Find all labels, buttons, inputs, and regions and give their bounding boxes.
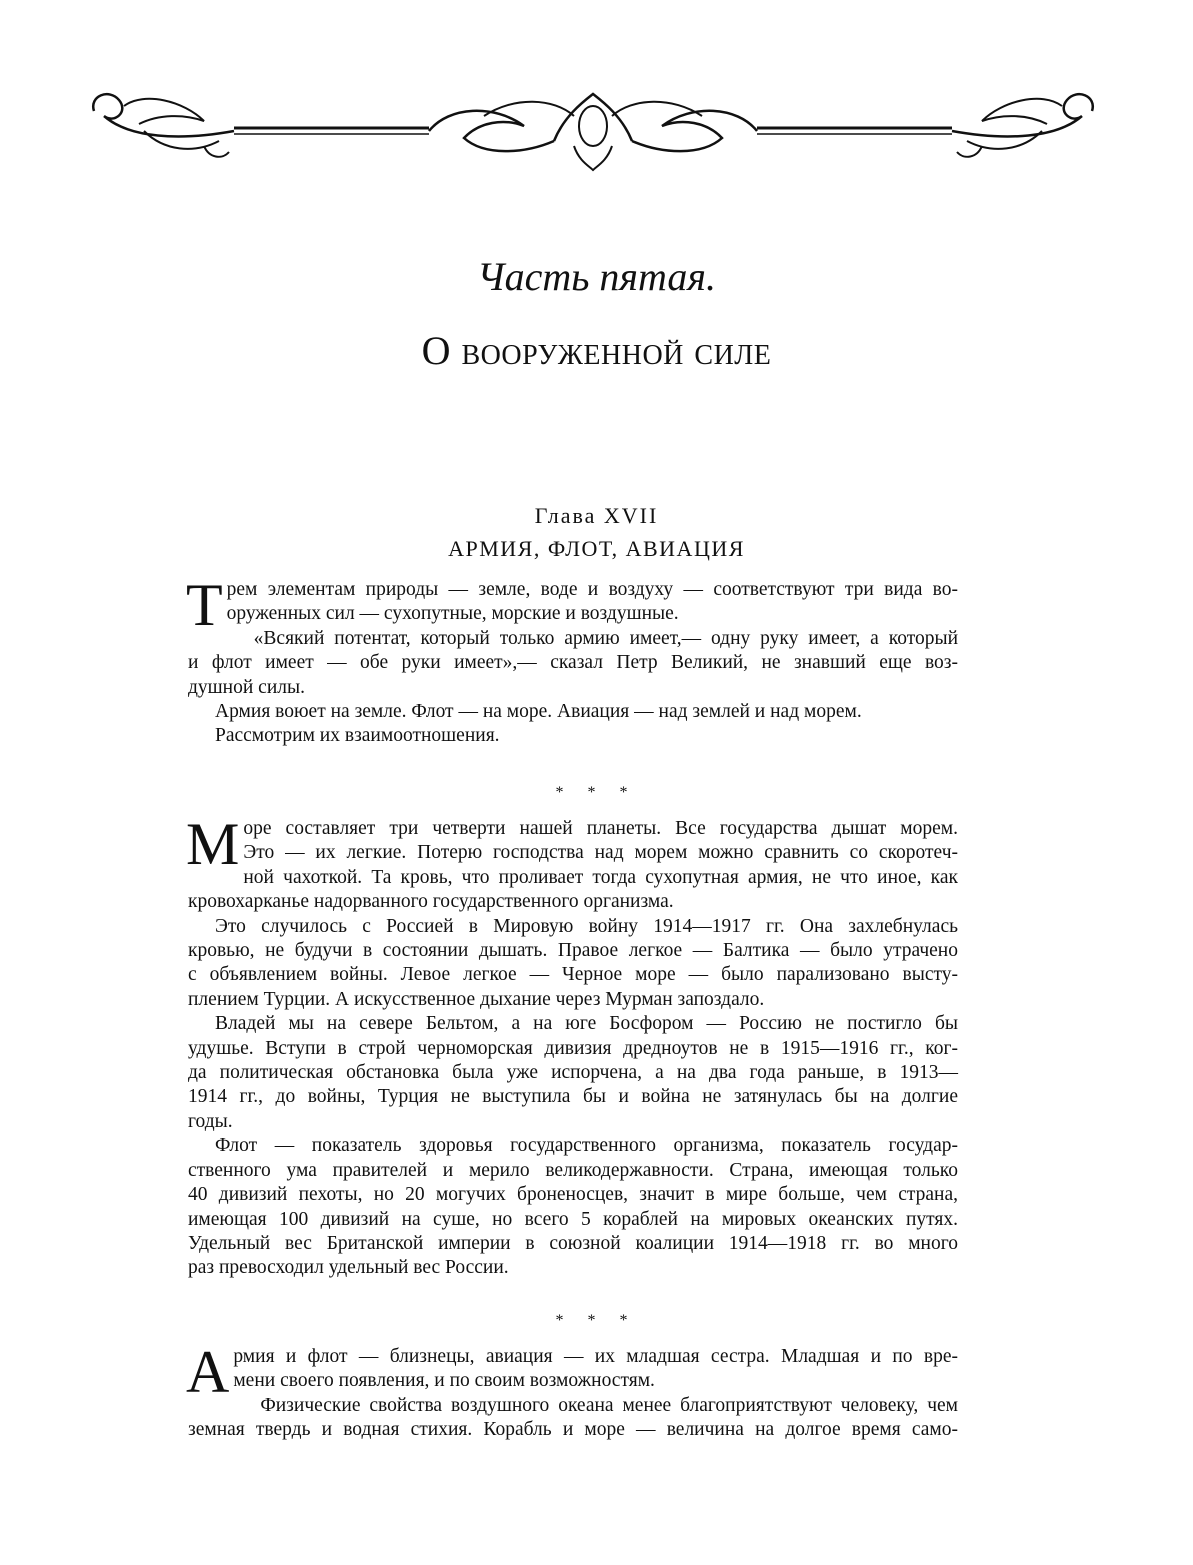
text-line: с объявлением войны. Левое легкое — Черное море — было парализовано высту- [188,964,958,986]
drop-cap: А [186,1339,230,1405]
text-line: Флот — показатель здоровья государственного организма, показатель государ- [215,1135,958,1157]
text-line: 40 дивизий пехоты, но 20 могучих броненосцев, значит в мире больше, чем страна, [188,1184,958,1206]
text-line: годы. [188,1110,233,1132]
text-line: раз превосходил удельный вес России. [188,1257,509,1279]
text-line: Физические свойства воздушного океана менее благоприятствуют человеку, чем [260,1394,958,1416]
text-line: душной силы. [188,676,305,698]
text-line: ной чахоткой. Та кровь, что проливает тогда сухопутная армия, не что иное, как [243,866,958,888]
text-line: Удельный вес Британской империи в союзной коалиции 1914—1918 гг. во много [188,1232,958,1254]
drop-cap: М [186,811,240,877]
section-separator: * * * [555,784,638,801]
decorative-ornament [84,86,1102,176]
text-line: оре составляет три четверти нашей планеты. Все государства дышат морем. [243,818,958,839]
text-line: оруженных сил — сухопутные, морские и воздушные. [226,603,679,625]
text-line: имеющая 100 дивизий на суше, но всего 5 кораблей на мировых океанских путях. [188,1208,958,1230]
chapter-title: АРМИЯ, ФЛОТ, АВИАЦИЯ [448,536,745,561]
part-title: Часть пятая. [477,254,716,299]
text-line: кровохарканье надорванного государственного организма. [188,891,674,913]
text-line: да политическая обстановка была уже испорчена, а на два года раньше, в 1913— [188,1062,958,1084]
text-line: кровью, не будучи в состоянии дышать. Правое легкое — Балтика — было утрачено [188,940,958,962]
text-line: удушье. Вступи в строй черноморская дивизия дредноутов не в 1915—1916 гг., ког- [188,1037,958,1059]
text-line: плением Турции. А искусственное дыхание через Мурман запоздало. [188,988,765,1010]
section-1-text [186,572,958,749]
section-1 [186,572,958,749]
text-line: «Всякий потентат, который только армию имеет,— одну руку имеет, а который [253,627,958,649]
text-line: ственного ума правителей и мерило великодержавности. Страна, имеющая только [188,1159,958,1181]
section-2-text [186,811,958,1281]
text-line: Это случилось с Россией в Мировую войну 1914—1917 гг. Она захлебнулась [215,915,958,937]
text-line: Владей мы на севере Бельтом, а на юге Босфором — Россию не постигло бы [215,1013,958,1035]
section-3-text [186,1339,958,1443]
section-2 [186,811,958,1281]
text-line: земная твердь и водная стихия. Корабль и море — величина на долгое время само- [188,1419,958,1441]
text-line: Рассмотрим их взаимоотношения. [215,725,500,747]
text-line: Армия воюет на земле. Флот — на море. Авиация — над землей и над морем. [215,701,862,723]
chapter-label: Глава XVII [534,503,659,528]
drop-cap: Т [186,572,223,638]
text-line: Это — их легкие. Потерю господства над морем можно сравнить со скоротеч- [243,842,958,864]
text-line: и флот имеет — обе руки имеет»,— сказал Петр Великий, не знавший еще воз- [188,652,958,674]
section-3 [186,1339,958,1443]
section-separator: * * * [555,1312,638,1329]
text-line: 1914 гг., до войны, Турция не выступила бы и война не затянулась бы на долгие [188,1086,958,1108]
text-line: рем элементам природы — земле, воде и воздуху — соответствуют три вида во- [226,579,958,600]
text-line: рмия и флот — близнецы, авиация — их младшая сестра. Младшая и по вре- [233,1346,958,1367]
part-subtitle: О вооруженной силе [421,328,772,373]
text-line: мени своего появления, и по своим возможностям. [233,1370,655,1392]
